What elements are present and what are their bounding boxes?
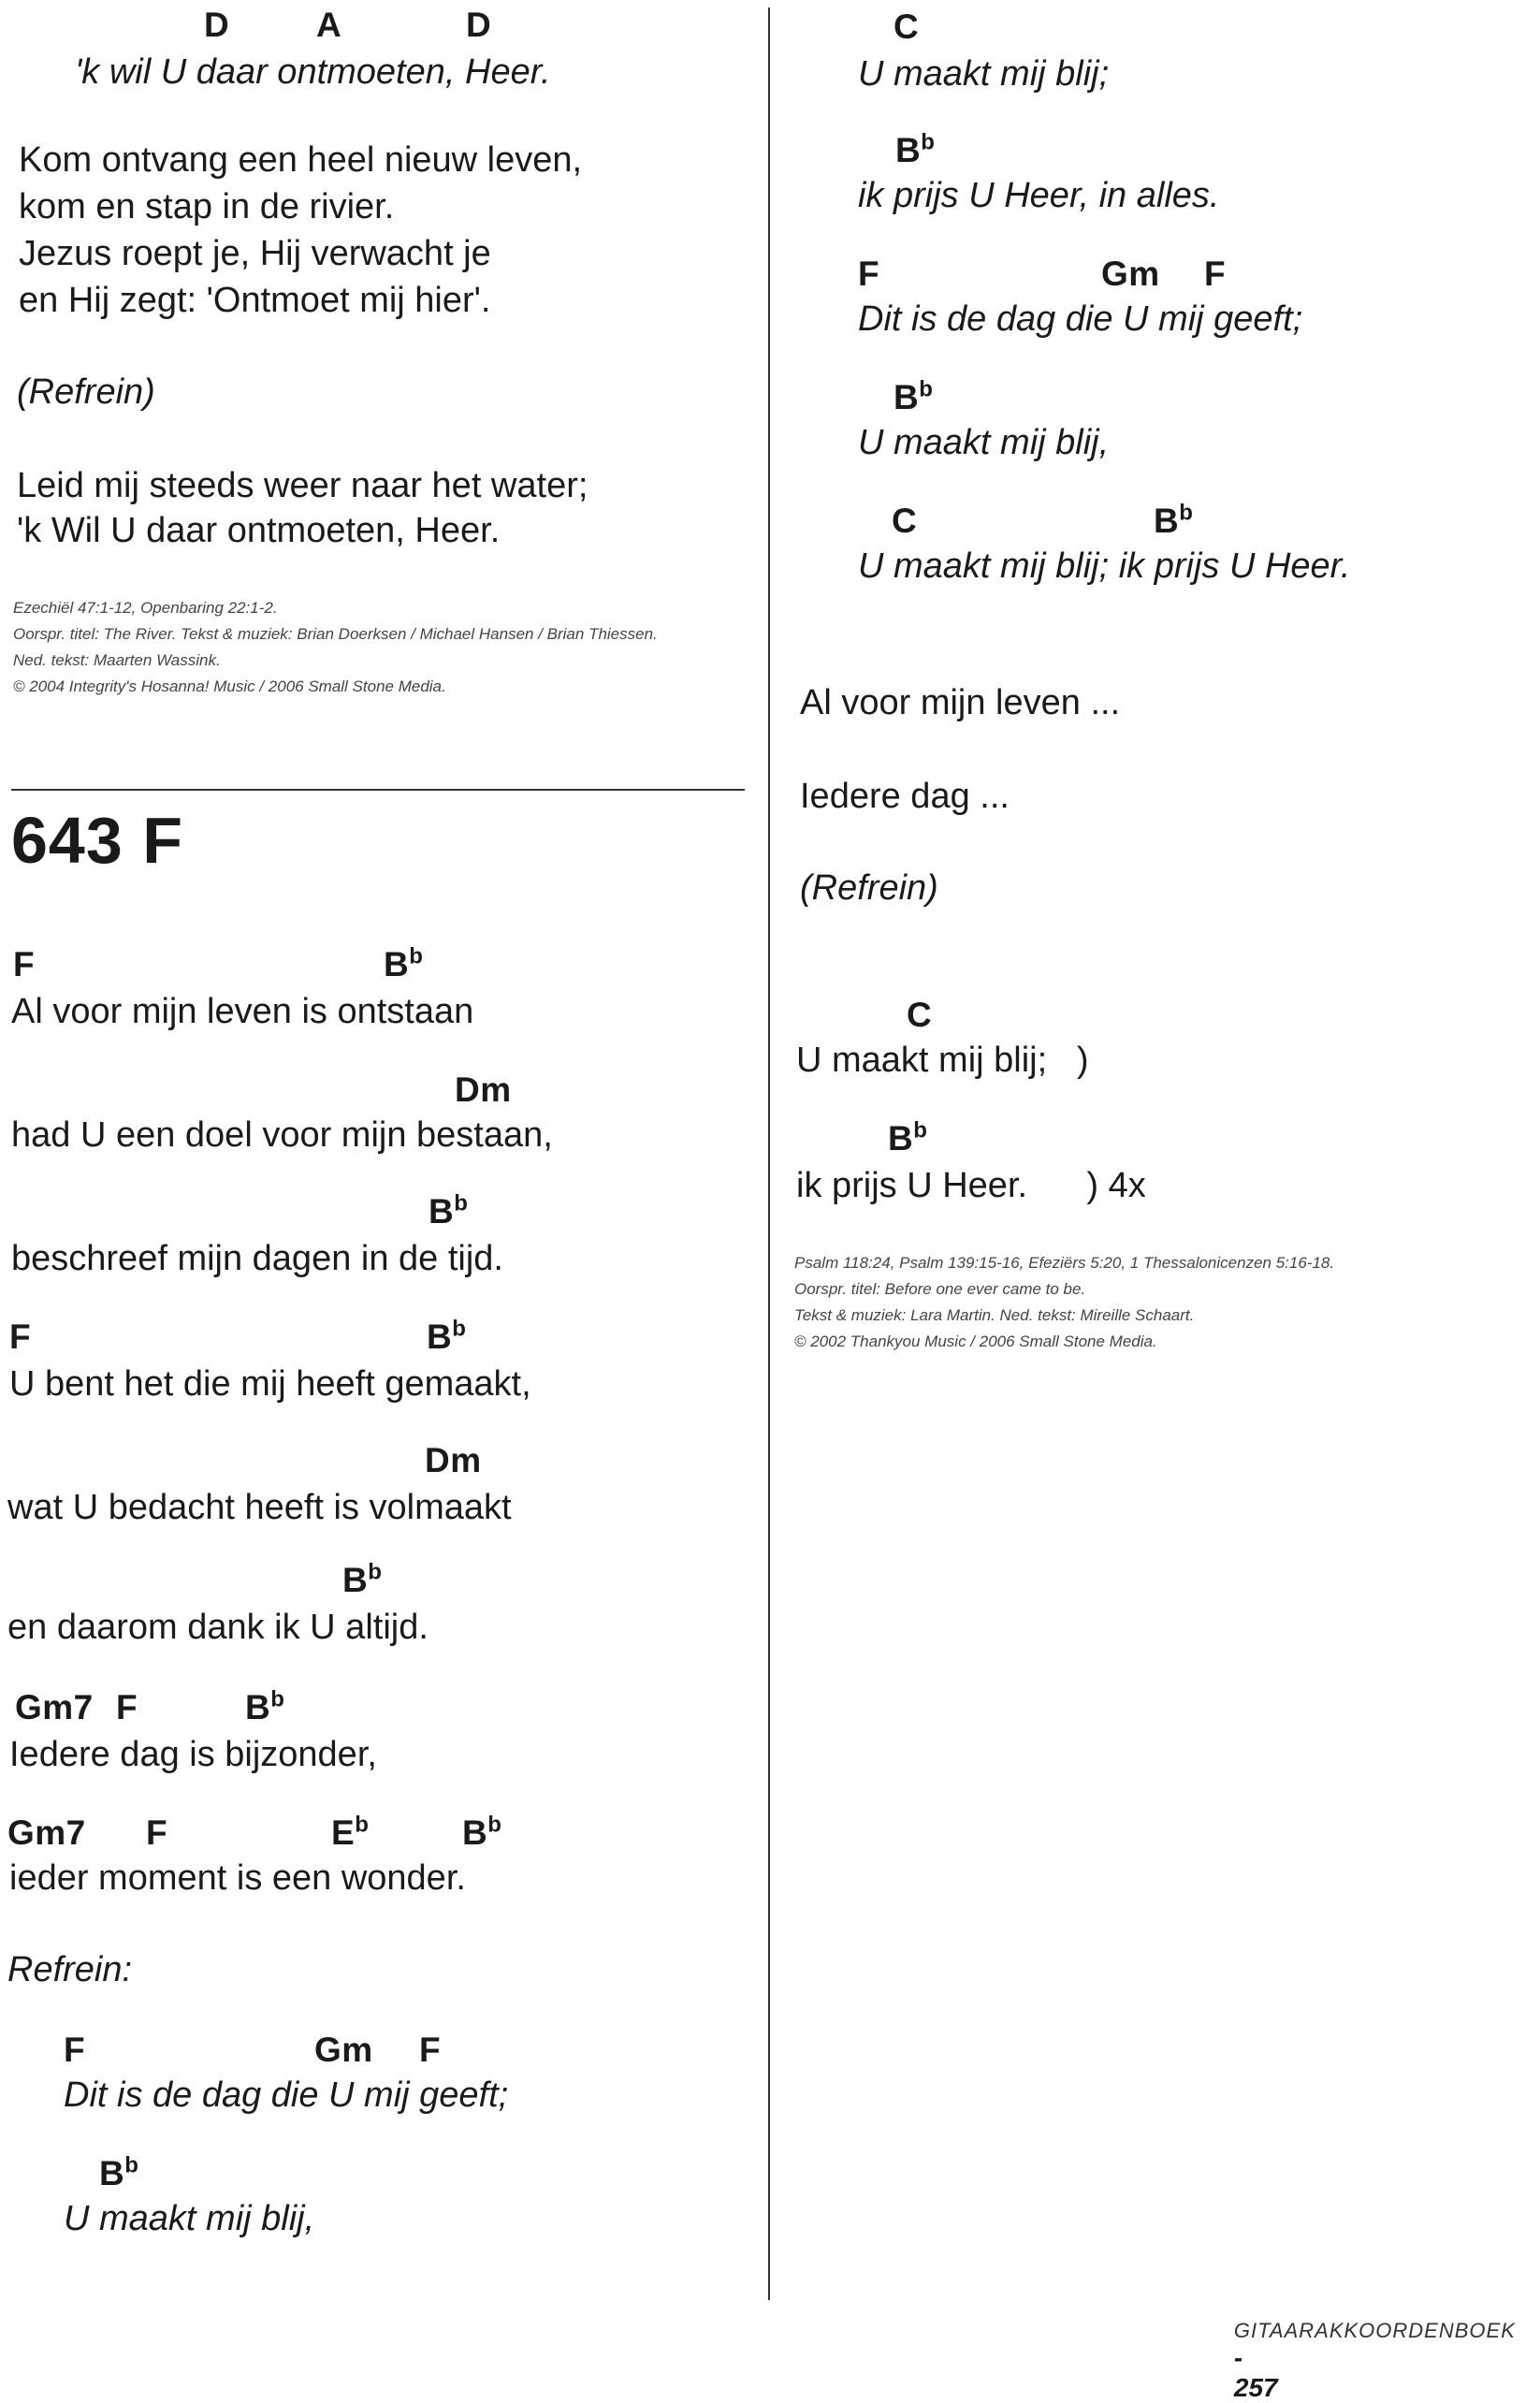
lyric-line: U maakt mij blij; <box>858 54 1110 94</box>
chord: $E^b$ <box>331 1812 370 1852</box>
lyric-line: U maakt mij blij; ik prijs U Heer. <box>858 546 1351 586</box>
flat-sign: b <box>919 376 934 402</box>
lyric-line: en daarom dank ik U altijd. <box>7 1608 429 1647</box>
refrein-reference: (Refrein) <box>800 868 938 908</box>
chord: $B^b$ <box>342 1559 383 1599</box>
chord: F <box>9 1318 32 1356</box>
chord: Dm <box>425 1441 482 1479</box>
chord: Gm <box>1101 255 1160 293</box>
chord: C <box>892 502 918 540</box>
lyric-line: Leid mij steeds weer naar het water; <box>17 466 588 505</box>
chord: $B^b$ <box>893 376 934 416</box>
refrein-reference: (Refrein) <box>17 372 155 412</box>
chord: F <box>64 2031 86 2069</box>
chord: A <box>316 6 342 44</box>
chord: F <box>146 1813 168 1852</box>
chord: F <box>116 1688 138 1726</box>
flat-sign: b <box>913 1117 928 1143</box>
chord: D <box>466 6 492 44</box>
chord: Gm7 <box>7 1813 86 1852</box>
flat-sign: b <box>124 2152 139 2178</box>
lyric-line: Jezus roept je, Hij verwacht je <box>19 234 491 273</box>
footer-separator: - <box>1233 2343 1243 2372</box>
book-title: GITAARAKKOORDENBOEK <box>1233 2319 1516 2342</box>
section-divider <box>11 789 745 791</box>
column-divider <box>768 7 770 2300</box>
chord: C <box>893 7 920 46</box>
lyric-line: kom en stap in de rivier. <box>19 187 395 226</box>
flat-sign: b <box>409 943 424 969</box>
chord: $B^b$ <box>427 1316 467 1356</box>
lyric-line: ieder moment is een wonder. <box>9 1858 466 1898</box>
lyric-line: U maakt mij blij, <box>64 2199 315 2238</box>
chord: $B^b$ <box>384 943 424 983</box>
repeat-reference: Iedere dag ... <box>800 777 1010 816</box>
credit-line: Ezechiël 47:1-12, Openbaring 22:1-2. <box>13 599 278 617</box>
credit-line: Ned. tekst: Maarten Wassink. <box>13 651 221 669</box>
lyric-line: 'k wil U daar ontmoeten, Heer. <box>75 52 551 92</box>
chord: $B^b$ <box>895 129 936 169</box>
chord: F <box>1204 255 1227 293</box>
credit-line: © 2002 Thankyou Music / 2006 Small Stone Media. <box>794 1333 1157 1350</box>
lyric-line: Al voor mijn leven is ontstaan <box>11 992 474 1031</box>
page-number: 257 <box>1233 2373 1278 2402</box>
lyric-line: en Hij zegt: 'Ontmoet mij hier'. <box>19 281 491 320</box>
chord: Gm <box>314 2031 373 2069</box>
chord: Dm <box>455 1070 512 1109</box>
lyric-line: wat U bedacht heeft is volmaakt <box>7 1488 512 1527</box>
lyric-line: Iedere dag is bijzonder, <box>9 1735 377 1774</box>
lyric-line: Dit is de dag die U mij geeft; <box>64 2075 509 2115</box>
credit-line: Oorspr. titel: Before one ever came to be. <box>794 1280 1086 1298</box>
credit-line: © 2004 Integrity's Hosanna! Music / 2006 Small Stone Media. <box>13 677 446 695</box>
chord: Gm7 <box>15 1688 94 1726</box>
chord: F <box>13 945 36 983</box>
flat-sign: b <box>452 1316 467 1342</box>
chord: D <box>204 6 230 44</box>
lyric-line: 'k Wil U daar ontmoeten, Heer. <box>17 511 501 550</box>
chord: $B^b$ <box>245 1686 285 1726</box>
chord: $B^b$ <box>1154 500 1194 540</box>
chord: $B^b$ <box>888 1117 928 1158</box>
chord: F <box>419 2031 442 2069</box>
lyric-line: U bent het die mij heeft gemaakt, <box>9 1364 531 1404</box>
chord: $B^b$ <box>462 1812 502 1852</box>
chord: F <box>858 255 880 293</box>
credit-line: Tekst & muziek: Lara Martin. Ned. tekst: Mireille Schaart. <box>794 1306 1195 1324</box>
flat-sign: b <box>921 129 936 155</box>
lyric-line: ik prijs U Heer. ) 4x <box>796 1166 1146 1205</box>
flat-sign: b <box>454 1190 469 1216</box>
flat-sign: b <box>487 1812 502 1838</box>
page-footer <box>1226 2302 1516 2403</box>
lyric-line: had U een doel voor mijn bestaan, <box>11 1115 553 1155</box>
credit-line: Psalm 118:24, Psalm 139:15-16, Efeziërs 5:20, 1 Thessalonicenzen 5:16-18. <box>794 1254 1335 1272</box>
lyric-line: U maakt mij blij, <box>858 423 1110 462</box>
lyric-line: ik prijs U Heer, in alles. <box>858 176 1220 215</box>
refrein-label: Refrein: <box>7 1950 133 1989</box>
credit-line: Oorspr. titel: The River. Tekst & muziek: Brian Doerksen / Michael Hansen / Brian Thiessen. <box>13 625 658 643</box>
lyric-line: Kom ontvang een heel nieuw leven, <box>19 140 583 180</box>
chord: C <box>907 996 933 1034</box>
flat-sign: b <box>1179 500 1194 526</box>
lyric-line: beschreef mijn dagen in de tijd. <box>11 1239 503 1278</box>
flat-sign: b <box>270 1686 285 1712</box>
lyric-line: Dit is de dag die U mij geeft; <box>858 299 1303 339</box>
flat-sign: b <box>355 1812 370 1838</box>
chord: $B^b$ <box>429 1190 469 1231</box>
flat-sign: b <box>368 1559 383 1585</box>
repeat-reference: Al voor mijn leven ... <box>800 683 1121 722</box>
song-number: 643 F <box>11 804 183 877</box>
lyric-line: U maakt mij blij; ) <box>796 1041 1089 1080</box>
chord: $B^b$ <box>99 2152 139 2192</box>
